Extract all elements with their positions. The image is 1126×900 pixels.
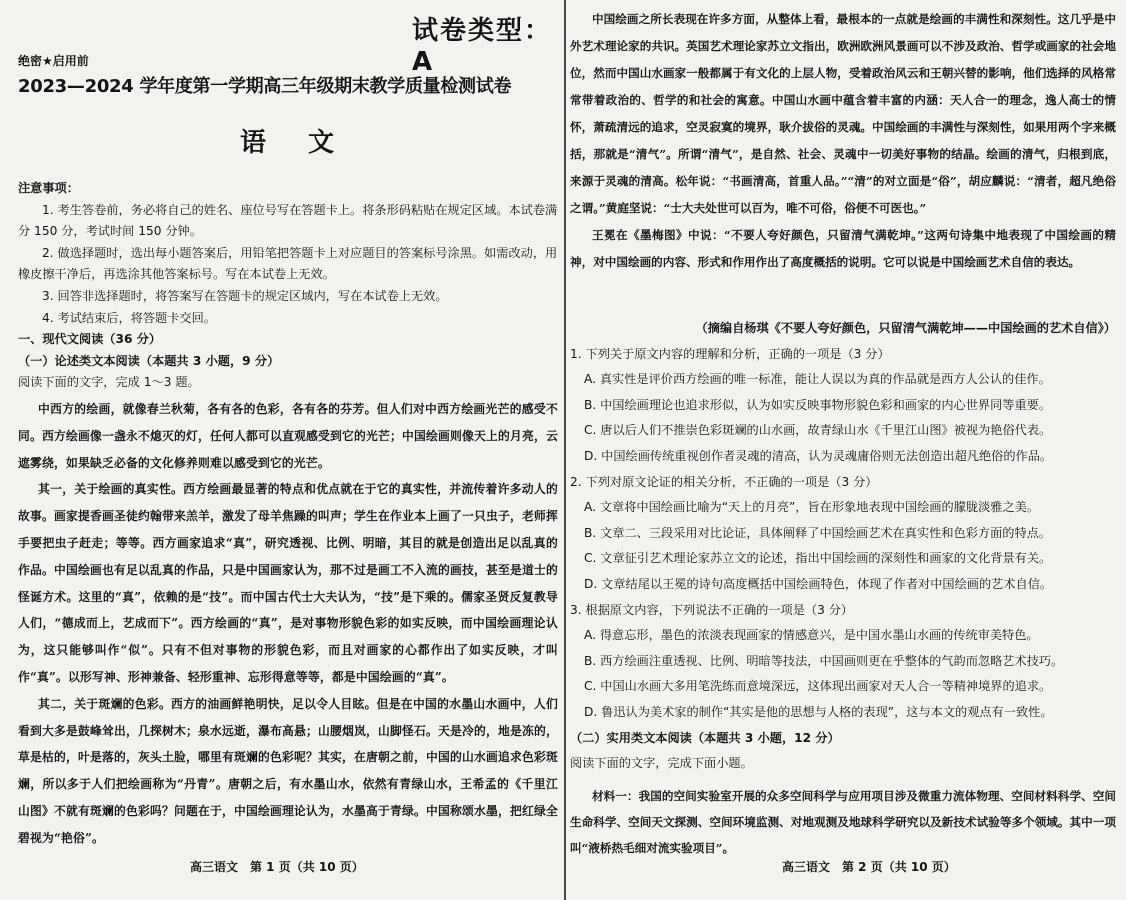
page-2 <box>570 0 1118 900</box>
section-heading: 一、现代文阅读（36 分） <box>18 332 162 347</box>
subject-char-2: 文 <box>308 128 337 158</box>
question-2-option-a: A. 文章将中国绘画比喻为“天上的月亮”，旨在形象地表现中国绘画的朦胧淡雅之美。 <box>584 500 1040 515</box>
passage-source: （摘编自杨琪《不要人夸好颜色，只留清气满乾坤——中国绘画的艺术自信》） <box>695 321 1116 335</box>
question-1-option-c: C. 唐以后人们不推崇色彩斑斓的山水画，故青绿山水《千里江山图》被视为艳俗代表。 <box>584 423 1052 438</box>
note-item: 3. 回答非选择题时，将答案写在答题卡的规定区域内，写在本试卷上无效。 <box>42 288 448 303</box>
reading-passage <box>18 396 558 852</box>
instructions-block <box>18 178 558 394</box>
note-item: 4. 考试结束后，将答题卡交回。 <box>42 310 216 325</box>
question-2: 2. 下列对原文论证的相关分析，不正确的一项是（3 分） <box>570 474 878 489</box>
passage-paragraph: 其二，关于斑斓的色彩。西方的油画鲜艳明快，足以令人目眩。但是在中国的水墨山水画中，人们看到大多是鼓峰耸出，几探树木；泉水远逝，瀑布高悬；山腰烟岚，山脚怪石。天是冷的，地是冻的，草是枯的，叶是落的，灰头土脸，哪里有斑斓的色彩呢？其实，在唐朝之前，中国的山水画追求色彩斑斓，所以多于人们把绘画称为“丹青”。唐朝之后，有水墨山水，依然有青绿山水，王希孟的《千里江山图》不就有斑斓的色彩吗？问题在于，中国绘画理论认为，水墨高于青绿。中国称颂水墨，把红绿全碧视为“艳俗”。 <box>18 696 558 845</box>
confidential-label: 绝密★启用前 <box>18 54 89 68</box>
passage-paragraph: 中国绘画之所长表现在许多方面，从整体上看，最根本的一点就是绘画的丰满性和深刻性。这几乎是中外艺术理论家的共识。英国艺术理论家苏立文指出，欧洲欧洲风景画可以不涉及政治、哲学或画家的社会地位，然而中国山水画家一般都属于有文化的上层人物，受着政治风云和王朝兴替的影响，他们选择的风格常常带着政治的、哲学的和社会的寓意。中国山水画中蕴含着丰富的内涵：天人合一的理念，逸人高士的情怀，萧疏清远的追求，空灵寂寞的境界，耿介拔俗的灵魂。中国绘画的丰满性与深刻性，如果用两个字来概括，那就是“清气”。所谓“清气”，是自然、社会、灵魂中一切美好事物的结晶。绘画的清气，归根到底，来源于灵魂的清高。松年说：“书画清高，首重人品。”“清”的对立面是“俗”，胡应麟说：“清者，超凡绝俗之谓。”黄庭坚说：“士大夫处世可以百为，唯不可俗，俗便不可医也。” <box>570 12 1116 215</box>
reading-instruction: 阅读下面的文字，完成 1～3 题。 <box>18 375 200 390</box>
question-1-option-d: D. 中国绘画传统重视创作者灵魂的清高，认为灵魂庸俗则无法创造出超凡绝俗的作品。 <box>584 448 1053 463</box>
notes-heading: 注意事项： <box>18 181 79 195</box>
question-1-option-b: B. 中国绘画理论也追求形似，认为如实反映事物形貌色彩和画家的内心世界同等重要。 <box>584 397 1052 412</box>
passage-paragraph: 中西方的绘画，就像春兰秋菊，各有各的色彩，各有各的芬芳。但人们对中西方绘画光芒的感受不同。西方绘画像一盏永不熄灭的灯，任何人都可以直观感受到它的光芒；中国绘画则像天上的月亮，云遮雾绕，如果缺乏必备的文化修养则难以感受到它的光芒。 <box>18 402 558 470</box>
subsection-heading: （二）实用类文本阅读（本题共 3 小题，12 分） <box>570 730 840 745</box>
question-2-option-c: C. 文章征引艺术理论家苏立文的论述，指出中国绘画的深刻性和画家的文化背景有关。 <box>584 551 1052 566</box>
reading-passage-continued <box>570 6 1116 276</box>
question-3-option-d: D. 鲁迅认为美术家的制作“其实是他的思想与人格的表现”，这与本文的观点有一致性。 <box>584 704 1053 719</box>
question-1: 1. 下列关于原文内容的理解和分析，正确的一项是（3 分） <box>570 346 890 361</box>
subject-char-1: 语 <box>239 128 268 158</box>
exam-type-mark: 试卷类型：A <box>412 16 553 77</box>
question-2-option-b: B. 文章二、三段采用对比论证，具体阐释了中国绘画艺术在真实性和色彩方面的特点。 <box>584 525 1052 540</box>
passage-paragraph: 其一，关于绘画的真实性。西方绘画最显著的特点和优点就在于它的真实性，并流传着许多动人的故事。画家提香画圣徒约翰带来羔羊，激发了母羊焦躁的叫声；学生在作业本上画了一只虫子，老师挥手要把虫子赶走；等等。西方画家追求“真”，研究透视、比例、明暗，其目的就是创造出足以乱真的作品。中国绘画也有足以乱真的作品，只是中国画家认为，那不过是画工不入流的画技，甚至是道士的怪诞方术。这里的“真”，依赖的是“技”。而中国古代士大夫认为，“技”是下乘的。儒家圣贤反复教导人们，“德成而上，艺成而下”。西方绘画的“真”，是对事物形貌色彩的如实反映，而中国绘画理论认为，这只能够叫作“似”。只有不但对事物的形貌色彩，而且对画家的心都作出了如实反映，才叫作“真”。以形写神、形神兼备、轻形重神、忘形得意等等，都是中国绘画的“真”。 <box>18 482 558 684</box>
page-divider <box>564 0 566 900</box>
question-3-option-b: B. 西方绘画注重透视、比例、明暗等技法，中国画则更在乎整体的气韵而忽略艺术技巧。 <box>584 653 1064 668</box>
material-paragraph: 材料一：我国的空间实验室开展的众多空间科学与应用项目涉及微重力流体物理、空间材料科学、空间生命科学、空间天文探测、空间环境监测、对地观测及地球科学研究以及新技术试验等多个领域。其中一项叫“液桥热毛细对流实验项目”。 <box>570 789 1116 855</box>
page-1 <box>14 0 562 900</box>
reading-instruction: 阅读下面的文字，完成下面小题。 <box>570 756 753 771</box>
subject-title <box>14 122 562 159</box>
note-item: 2. 做选择题时，选出每小题答案后，用铅笔把答题卡上对应题目的答案标号涂黑。如需改动，用橡皮擦干净后，再选涂其他答案标号。写在本试卷上无效。 <box>18 245 558 282</box>
note-item: 1. 考生答卷前，务必将自己的姓名、座位号写在答题卡上。将条形码粘贴在规定区域。本试卷满分 150 分，考试时间 150 分钟。 <box>18 202 558 239</box>
question-1-option-a: A. 真实性是评价西方绘画的唯一标准，能让人误以为真的作品就是西方人公认的佳作。 <box>584 372 1051 387</box>
exam-title: 2023—2024 学年度第一学期高三年级期末教学质量检测试卷 <box>18 76 512 97</box>
material-passage <box>570 784 1116 861</box>
question-3: 3. 根据原文内容，下列说法不正确的一项是（3 分） <box>570 602 854 617</box>
passage-paragraph: 王冕在《墨梅图》中说：“不要人夸好颜色，只留清气满乾坤。”这两句诗集中地表现了中国绘画的精神，对中国绘画的内容、形式和作用作出了高度概括的说明。它可以说是中国绘画艺术自信的表达。 <box>570 228 1116 269</box>
question-3-option-c: C. 中国山水画大多用笔洗练而意境深远，这体现出画家对天人合一等精神境界的追求。 <box>584 679 1052 694</box>
questions-block <box>570 316 1116 777</box>
page-footer: 高三语文 第 2 页（共 10 页） <box>782 860 956 874</box>
subsection-heading: （一）论述类文本阅读（本题共 3 小题，9 分） <box>18 353 280 368</box>
question-3-option-a: A. 得意忘形，墨色的浓淡表现画家的情感意兴，是中国水墨山水画的传统审美特色。 <box>584 628 1039 643</box>
question-2-option-d: D. 文章结尾以王冕的诗句高度概括中国绘画特色，体现了作者对中国绘画的艺术自信。 <box>584 576 1053 591</box>
page-footer: 高三语文 第 1 页（共 10 页） <box>190 860 364 874</box>
